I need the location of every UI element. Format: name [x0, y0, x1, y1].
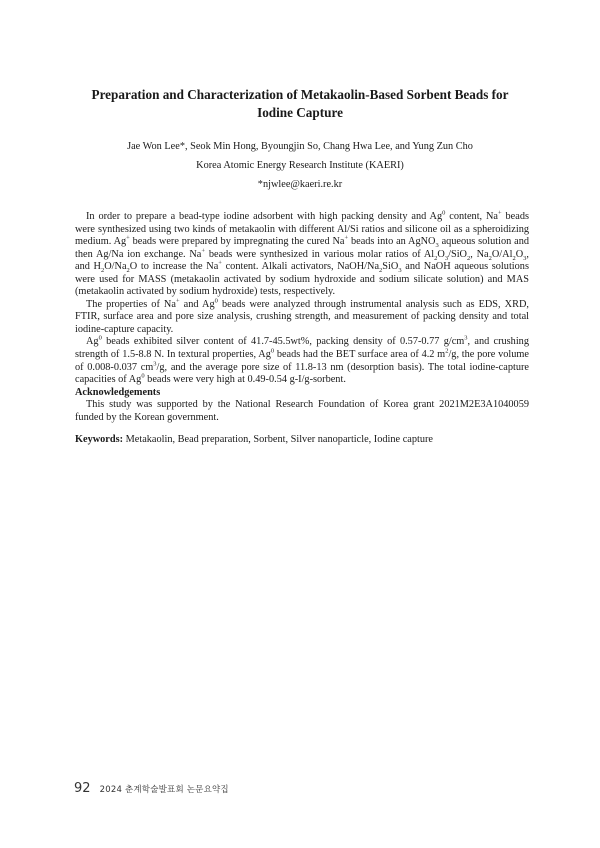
- affiliation: Korea Atomic Energy Research Institute (KAERI): [196, 160, 404, 171]
- abstract-body: [75, 211, 529, 447]
- paper-title: Preparation and Characterization of Metakaolin-Based Sorbent Beads for Iodine Capture: [91, 87, 509, 120]
- abstract-paragraph-3: Ag$^0$ beads exhibited silver content of 41.7-45.5wt%, packing density of 0.57-0.77 $g/cm^3$, and crushing strength of 1.5-8.8 N. In textural properties, Ag$^0$ beads had the BET surface area of 4.2 $m^2/g$, the pore volume of 0.008-0.037 $cm^3/g$, and the average pore size of 11.8-13 nm (desorption basis). The total iodine-capture capacities of Ag$^0$ beads were very high at 0.49-0.54 g-I/g-sorbent.: [75, 335, 529, 386]
- acknowledgements-heading: Acknowledgements: [75, 386, 161, 398]
- page-number: 92: [74, 781, 91, 796]
- abstract-paragraph-1: In order to prepare a bead-type iodine adsorbent with high packing density and Ag$^0$ content, Na+ beads were synthesized using two kinds of metakaolin with different Al/Si ratios and silicone oil as a spheroidizing medium. Ag+ beads were prepared by impregnating the cured Na+ beads into an AgNO$_3$ aqueous solution and then Ag/Na ion exchange. Na+ beads were synthesized in various molar ratios of $Al_2O_3/SiO_2$, $Na_2O/Al_2O_3$, and $H_2O/Na_2O$ to increase the Na+ content. Alkali activators, NaOH/$Na_2SiO_3$ and NaOH aqueous solutions were used for MASS (metakaolin activated by sodium hydroxide and sodium silicate solution) and MAS (metakaolin activated by sodium hydroxide) tests, respectively.: [75, 209, 529, 298]
- abstract-paragraph-2: The properties of Na+ and Ag$^0$ beads were analyzed through instrumental analysis such as EDS, XRD, FTIR, surface area and pore size analysis, crushing strength, and measurement of packing density and total iodine-capture capacity.: [75, 297, 529, 335]
- acknowledgements-text: This study was supported by the National Research Foundation of Korea grant 2021M2E3A1040059 funded by the Korean government.: [75, 399, 529, 423]
- corresponding-email: *njwlee@kaeri.re.kr: [257, 179, 343, 190]
- page-footer: [74, 778, 229, 797]
- author-list: Jae Won Lee*, Seok Min Hong, Byoungjin So, Chang Hwa Lee, and Yung Zun Cho: [127, 141, 473, 152]
- keywords-label: Keywords:: [75, 434, 124, 446]
- keywords-text: Metakaolin, Bead preparation, Sorbent, Silver nanoparticle, Iodine capture: [123, 434, 433, 446]
- keywords-line: [75, 434, 529, 447]
- footer-text: 2024 춘계학술발표회 논문요약집: [99, 784, 229, 795]
